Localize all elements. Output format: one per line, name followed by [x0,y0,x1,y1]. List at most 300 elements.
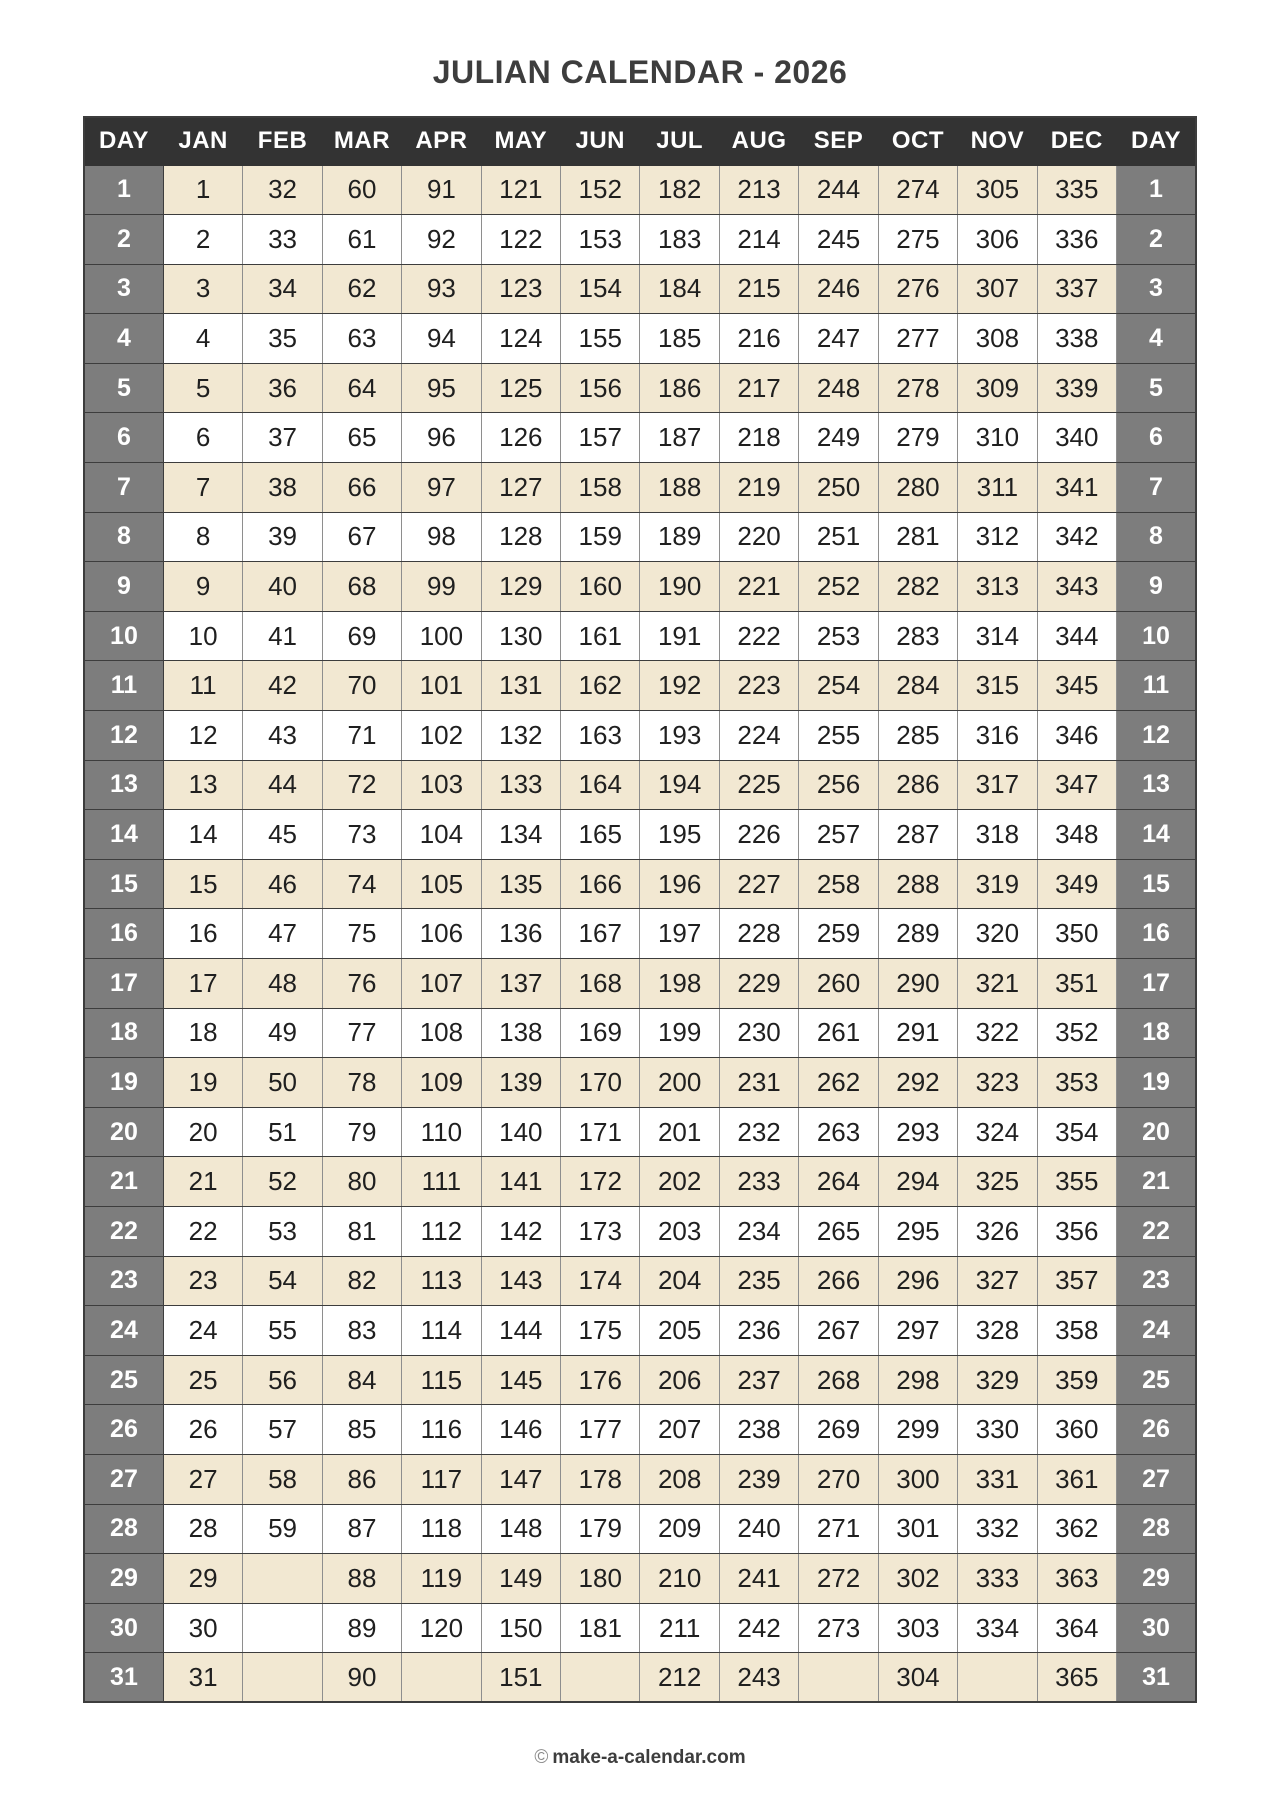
day-number-left: 5 [84,363,163,413]
julian-day-cell-oct-31: 304 [878,1653,957,1703]
calendar-row-16 [84,909,1196,959]
julian-day-cell-may-7: 127 [481,463,560,513]
julian-day-cell-oct-29: 302 [878,1554,957,1604]
julian-day-cell-apr-11: 101 [402,661,481,711]
julian-day-cell-jan-6: 6 [163,413,242,463]
julian-day-cell-mar-18: 77 [322,1008,401,1058]
julian-day-cell-mar-21: 80 [322,1157,401,1207]
day-number-left: 6 [84,413,163,463]
julian-day-cell-jul-26: 207 [640,1405,719,1455]
julian-day-cell-jun-25: 176 [561,1355,640,1405]
julian-day-cell-oct-8: 281 [878,512,957,562]
month-column-header-nov: NOV [958,117,1037,165]
day-number-right: 27 [1116,1454,1196,1504]
calendar-row-18 [84,1008,1196,1058]
julian-day-cell-sep-1: 244 [799,165,878,215]
calendar-row-2 [84,215,1196,265]
julian-day-cell-sep-22: 265 [799,1206,878,1256]
julian-day-cell-nov-31 [958,1653,1037,1703]
julian-day-cell-dec-14: 348 [1037,810,1116,860]
month-column-header-oct: OCT [878,117,957,165]
julian-day-cell-sep-20: 263 [799,1107,878,1157]
calendar-row-10 [84,611,1196,661]
julian-day-cell-jun-23: 174 [561,1256,640,1306]
julian-day-cell-apr-13: 103 [402,760,481,810]
julian-day-cell-feb-29 [243,1554,322,1604]
day-number-left: 15 [84,859,163,909]
julian-day-cell-dec-19: 353 [1037,1058,1116,1108]
julian-day-cell-nov-4: 308 [958,314,1037,364]
julian-day-cell-oct-10: 283 [878,611,957,661]
day-number-left: 14 [84,810,163,860]
julian-day-cell-jun-18: 169 [561,1008,640,1058]
julian-day-cell-mar-10: 69 [322,611,401,661]
day-number-right: 21 [1116,1157,1196,1207]
julian-day-cell-sep-2: 245 [799,215,878,265]
julian-day-cell-jun-17: 168 [561,959,640,1009]
julian-day-cell-dec-23: 357 [1037,1256,1116,1306]
julian-day-cell-nov-2: 306 [958,215,1037,265]
julian-day-cell-aug-5: 217 [719,363,798,413]
julian-day-cell-feb-5: 36 [243,363,322,413]
julian-day-cell-aug-3: 215 [719,264,798,314]
julian-day-cell-oct-6: 279 [878,413,957,463]
julian-day-cell-nov-24: 328 [958,1306,1037,1356]
julian-day-cell-sep-30: 273 [799,1603,878,1653]
julian-day-cell-sep-3: 246 [799,264,878,314]
julian-day-cell-aug-8: 220 [719,512,798,562]
julian-day-cell-jun-12: 163 [561,711,640,761]
julian-day-cell-jun-31 [561,1653,640,1703]
day-number-left: 12 [84,711,163,761]
day-number-right: 3 [1116,264,1196,314]
julian-day-cell-feb-30 [243,1603,322,1653]
julian-day-cell-may-20: 140 [481,1107,560,1157]
julian-day-cell-may-6: 126 [481,413,560,463]
julian-day-cell-aug-16: 228 [719,909,798,959]
julian-day-cell-may-17: 137 [481,959,560,1009]
julian-day-cell-dec-5: 339 [1037,363,1116,413]
day-number-right: 28 [1116,1504,1196,1554]
julian-day-cell-dec-29: 363 [1037,1554,1116,1604]
julian-day-cell-oct-5: 278 [878,363,957,413]
julian-day-cell-feb-6: 37 [243,413,322,463]
julian-day-cell-sep-19: 262 [799,1058,878,1108]
calendar-row-25 [84,1355,1196,1405]
julian-day-cell-jan-27: 27 [163,1454,242,1504]
page-title: JULIAN CALENDAR - 2026 [432,54,848,90]
julian-day-cell-mar-29: 88 [322,1554,401,1604]
julian-day-cell-jun-7: 158 [561,463,640,513]
julian-day-cell-apr-18: 108 [402,1008,481,1058]
day-number-left: 10 [84,611,163,661]
julian-day-cell-sep-5: 248 [799,363,878,413]
day-number-left: 16 [84,909,163,959]
julian-day-cell-dec-25: 359 [1037,1355,1116,1405]
day-number-right: 4 [1116,314,1196,364]
julian-day-cell-jun-16: 167 [561,909,640,959]
julian-day-cell-oct-7: 280 [878,463,957,513]
julian-day-cell-mar-25: 84 [322,1355,401,1405]
julian-day-cell-jul-31: 212 [640,1653,719,1703]
julian-day-cell-oct-14: 287 [878,810,957,860]
calendar-row-13 [84,760,1196,810]
julian-day-cell-mar-28: 87 [322,1504,401,1554]
julian-day-cell-apr-12: 102 [402,711,481,761]
julian-day-cell-dec-2: 336 [1037,215,1116,265]
calendar-row-6 [84,413,1196,463]
julian-day-cell-nov-22: 326 [958,1206,1037,1256]
julian-day-cell-mar-12: 71 [322,711,401,761]
julian-day-cell-jul-5: 186 [640,363,719,413]
julian-day-cell-jan-17: 17 [163,959,242,1009]
julian-day-cell-jun-1: 152 [561,165,640,215]
julian-day-cell-jan-19: 19 [163,1058,242,1108]
month-column-header-feb: FEB [243,117,322,165]
julian-day-cell-nov-23: 327 [958,1256,1037,1306]
julian-day-cell-nov-8: 312 [958,512,1037,562]
calendar-row-28 [84,1504,1196,1554]
julian-day-cell-sep-28: 271 [799,1504,878,1554]
julian-day-cell-jan-10: 10 [163,611,242,661]
calendar-row-15 [84,859,1196,909]
day-number-left: 9 [84,562,163,612]
julian-day-cell-mar-31: 90 [322,1653,401,1703]
julian-day-cell-apr-4: 94 [402,314,481,364]
julian-day-cell-may-26: 146 [481,1405,560,1455]
month-column-header-jul: JUL [640,117,719,165]
julian-day-cell-jan-24: 24 [163,1306,242,1356]
julian-day-cell-jan-8: 8 [163,512,242,562]
julian-day-cell-jan-25: 25 [163,1355,242,1405]
julian-day-cell-nov-17: 321 [958,959,1037,1009]
julian-day-cell-jun-21: 172 [561,1157,640,1207]
julian-day-cell-sep-10: 253 [799,611,878,661]
julian-day-cell-jul-10: 191 [640,611,719,661]
julian-day-cell-may-2: 122 [481,215,560,265]
julian-day-cell-jul-9: 190 [640,562,719,612]
julian-day-cell-nov-19: 323 [958,1058,1037,1108]
julian-day-cell-oct-15: 288 [878,859,957,909]
julian-day-cell-jun-14: 165 [561,810,640,860]
calendar-row-1 [84,165,1196,215]
julian-day-cell-mar-3: 62 [322,264,401,314]
day-number-right: 31 [1116,1653,1196,1703]
day-number-left: 11 [84,661,163,711]
julian-day-cell-dec-28: 362 [1037,1504,1116,1554]
day-number-right: 13 [1116,760,1196,810]
julian-day-cell-sep-16: 259 [799,909,878,959]
julian-day-cell-jul-27: 208 [640,1454,719,1504]
julian-day-cell-may-19: 139 [481,1058,560,1108]
julian-day-cell-jan-28: 28 [163,1504,242,1554]
julian-day-cell-feb-20: 51 [243,1107,322,1157]
table-header [84,117,1196,165]
julian-day-cell-feb-12: 43 [243,711,322,761]
julian-day-cell-feb-9: 40 [243,562,322,612]
julian-day-cell-may-11: 131 [481,661,560,711]
julian-day-cell-nov-3: 307 [958,264,1037,314]
julian-day-cell-oct-21: 294 [878,1157,957,1207]
calendar-row-21 [84,1157,1196,1207]
julian-day-cell-jul-23: 204 [640,1256,719,1306]
julian-day-cell-sep-4: 247 [799,314,878,364]
calendar-row-26 [84,1405,1196,1455]
julian-day-cell-sep-18: 261 [799,1008,878,1058]
julian-day-cell-jul-7: 188 [640,463,719,513]
julian-day-cell-may-18: 138 [481,1008,560,1058]
julian-day-cell-jul-11: 192 [640,661,719,711]
julian-day-cell-feb-2: 33 [243,215,322,265]
julian-day-cell-jun-22: 173 [561,1206,640,1256]
julian-day-cell-nov-7: 311 [958,463,1037,513]
julian-day-cell-jul-18: 199 [640,1008,719,1058]
calendar-row-9 [84,562,1196,612]
julian-day-cell-aug-30: 242 [719,1603,798,1653]
julian-day-cell-feb-19: 50 [243,1058,322,1108]
julian-day-cell-may-25: 145 [481,1355,560,1405]
day-number-left: 13 [84,760,163,810]
julian-day-cell-apr-31 [402,1653,481,1703]
julian-day-cell-jul-12: 193 [640,711,719,761]
julian-day-cell-mar-1: 60 [322,165,401,215]
julian-day-cell-dec-6: 340 [1037,413,1116,463]
julian-day-cell-jun-11: 162 [561,661,640,711]
julian-day-cell-mar-14: 73 [322,810,401,860]
julian-day-cell-jan-29: 29 [163,1554,242,1604]
julian-day-cell-mar-6: 65 [322,413,401,463]
julian-day-cell-mar-24: 83 [322,1306,401,1356]
julian-day-cell-may-23: 143 [481,1256,560,1306]
julian-day-cell-oct-2: 275 [878,215,957,265]
julian-day-cell-jan-15: 15 [163,859,242,909]
julian-day-cell-jul-28: 209 [640,1504,719,1554]
julian-day-cell-nov-21: 325 [958,1157,1037,1207]
julian-day-cell-feb-15: 46 [243,859,322,909]
julian-day-cell-apr-19: 109 [402,1058,481,1108]
day-number-left: 30 [84,1603,163,1653]
julian-day-cell-apr-22: 112 [402,1206,481,1256]
julian-day-cell-aug-25: 237 [719,1355,798,1405]
julian-day-cell-jun-24: 175 [561,1306,640,1356]
month-column-header-aug: AUG [719,117,798,165]
julian-day-cell-jun-26: 177 [561,1405,640,1455]
julian-day-cell-nov-16: 320 [958,909,1037,959]
calendar-row-30 [84,1603,1196,1653]
julian-day-cell-mar-27: 86 [322,1454,401,1504]
julian-day-cell-jun-13: 164 [561,760,640,810]
julian-day-cell-dec-30: 364 [1037,1603,1116,1653]
julian-day-cell-oct-25: 298 [878,1355,957,1405]
julian-day-cell-dec-15: 349 [1037,859,1116,909]
julian-day-cell-jan-7: 7 [163,463,242,513]
julian-day-cell-sep-15: 258 [799,859,878,909]
julian-day-cell-dec-11: 345 [1037,661,1116,711]
julian-day-cell-feb-13: 44 [243,760,322,810]
julian-day-cell-jul-4: 185 [640,314,719,364]
julian-day-cell-mar-13: 72 [322,760,401,810]
julian-day-cell-aug-14: 226 [719,810,798,860]
julian-day-cell-apr-3: 93 [402,264,481,314]
julian-day-cell-jun-20: 171 [561,1107,640,1157]
table-header-row [84,117,1196,165]
julian-day-cell-oct-19: 292 [878,1058,957,1108]
day-number-right: 26 [1116,1405,1196,1455]
julian-day-cell-feb-11: 42 [243,661,322,711]
day-number-right: 6 [1116,413,1196,463]
julian-day-cell-sep-27: 270 [799,1454,878,1504]
julian-day-cell-aug-7: 219 [719,463,798,513]
day-number-left: 8 [84,512,163,562]
day-number-left: 3 [84,264,163,314]
julian-day-cell-aug-12: 224 [719,711,798,761]
julian-day-cell-mar-23: 82 [322,1256,401,1306]
day-number-left: 4 [84,314,163,364]
calendar-row-8 [84,512,1196,562]
julian-day-cell-may-22: 142 [481,1206,560,1256]
month-column-header-apr: APR [402,117,481,165]
julian-day-cell-may-15: 135 [481,859,560,909]
julian-day-cell-feb-23: 54 [243,1256,322,1306]
julian-day-cell-mar-19: 78 [322,1058,401,1108]
julian-day-cell-apr-27: 117 [402,1454,481,1504]
julian-day-cell-jul-24: 205 [640,1306,719,1356]
julian-day-cell-mar-9: 68 [322,562,401,612]
julian-day-cell-may-29: 149 [481,1554,560,1604]
day-number-left: 25 [84,1355,163,1405]
julian-day-cell-dec-12: 346 [1037,711,1116,761]
julian-day-cell-may-30: 150 [481,1603,560,1653]
julian-day-cell-feb-1: 32 [243,165,322,215]
julian-day-cell-feb-16: 47 [243,909,322,959]
julian-day-cell-may-12: 132 [481,711,560,761]
julian-day-cell-dec-18: 352 [1037,1008,1116,1058]
julian-day-cell-aug-23: 235 [719,1256,798,1306]
calendar-row-11 [84,661,1196,711]
julian-day-cell-dec-8: 342 [1037,512,1116,562]
julian-day-cell-jan-4: 4 [163,314,242,364]
julian-day-cell-may-4: 124 [481,314,560,364]
day-number-left: 31 [84,1653,163,1703]
julian-day-cell-dec-3: 337 [1037,264,1116,314]
day-number-right: 29 [1116,1554,1196,1604]
day-number-right: 30 [1116,1603,1196,1653]
julian-day-cell-apr-1: 91 [402,165,481,215]
julian-day-cell-jan-11: 11 [163,661,242,711]
julian-day-cell-jul-19: 200 [640,1058,719,1108]
julian-day-cell-oct-20: 293 [878,1107,957,1157]
julian-day-cell-mar-11: 70 [322,661,401,711]
julian-day-cell-mar-17: 76 [322,959,401,1009]
calendar-row-3 [84,264,1196,314]
day-number-right: 18 [1116,1008,1196,1058]
julian-day-cell-dec-27: 361 [1037,1454,1116,1504]
julian-day-cell-dec-22: 356 [1037,1206,1116,1256]
julian-day-cell-jun-27: 178 [561,1454,640,1504]
julian-day-cell-feb-24: 55 [243,1306,322,1356]
julian-day-cell-jan-9: 9 [163,562,242,612]
julian-day-cell-mar-22: 81 [322,1206,401,1256]
day-number-left: 17 [84,959,163,1009]
julian-day-cell-aug-18: 230 [719,1008,798,1058]
julian-day-cell-apr-6: 96 [402,413,481,463]
day-number-left: 20 [84,1107,163,1157]
day-number-right: 14 [1116,810,1196,860]
julian-day-cell-jan-1: 1 [163,165,242,215]
julian-day-cell-dec-26: 360 [1037,1405,1116,1455]
julian-day-cell-mar-2: 61 [322,215,401,265]
julian-day-cell-feb-4: 35 [243,314,322,364]
month-column-header-dec: DEC [1037,117,1116,165]
month-column-header-may: MAY [481,117,560,165]
julian-day-cell-may-14: 134 [481,810,560,860]
julian-day-cell-dec-9: 343 [1037,562,1116,612]
day-number-left: 26 [84,1405,163,1455]
day-number-right: 7 [1116,463,1196,513]
julian-day-cell-jun-30: 181 [561,1603,640,1653]
julian-day-cell-feb-17: 48 [243,959,322,1009]
julian-day-cell-jan-21: 21 [163,1157,242,1207]
julian-day-cell-jul-8: 189 [640,512,719,562]
julian-day-cell-feb-8: 39 [243,512,322,562]
julian-day-cell-may-8: 128 [481,512,560,562]
julian-day-cell-jan-31: 31 [163,1653,242,1703]
julian-day-cell-oct-11: 284 [878,661,957,711]
julian-day-cell-jul-14: 195 [640,810,719,860]
julian-day-cell-oct-16: 289 [878,909,957,959]
julian-day-cell-jan-26: 26 [163,1405,242,1455]
day-number-left: 27 [84,1454,163,1504]
julian-day-cell-mar-15: 74 [322,859,401,909]
julian-day-cell-oct-24: 297 [878,1306,957,1356]
julian-day-cell-jun-4: 155 [561,314,640,364]
julian-day-cell-apr-10: 100 [402,611,481,661]
julian-day-cell-jan-3: 3 [163,264,242,314]
julian-day-cell-sep-25: 268 [799,1355,878,1405]
calendar-row-31 [84,1653,1196,1703]
julian-day-cell-mar-16: 75 [322,909,401,959]
day-number-right: 19 [1116,1058,1196,1108]
julian-day-cell-jun-15: 166 [561,859,640,909]
julian-day-cell-jun-5: 156 [561,363,640,413]
julian-day-cell-dec-4: 338 [1037,314,1116,364]
julian-day-cell-jan-30: 30 [163,1603,242,1653]
julian-day-cell-dec-7: 341 [1037,463,1116,513]
julian-day-cell-aug-22: 234 [719,1206,798,1256]
julian-day-cell-sep-14: 257 [799,810,878,860]
calendar-row-7 [84,463,1196,513]
julian-day-cell-may-31: 151 [481,1653,560,1703]
julian-day-cell-may-3: 123 [481,264,560,314]
julian-day-cell-feb-22: 53 [243,1206,322,1256]
julian-day-cell-may-13: 133 [481,760,560,810]
julian-day-cell-aug-21: 233 [719,1157,798,1207]
julian-day-cell-aug-15: 227 [719,859,798,909]
julian-day-cell-oct-28: 301 [878,1504,957,1554]
julian-day-cell-jun-6: 157 [561,413,640,463]
day-number-left: 23 [84,1256,163,1306]
day-number-left: 28 [84,1504,163,1554]
month-column-header-jun: JUN [561,117,640,165]
day-number-right: 1 [1116,165,1196,215]
julian-day-cell-feb-18: 49 [243,1008,322,1058]
julian-day-cell-jun-28: 179 [561,1504,640,1554]
julian-day-cell-jul-25: 206 [640,1355,719,1405]
julian-day-cell-oct-26: 299 [878,1405,957,1455]
julian-day-cell-sep-8: 251 [799,512,878,562]
copyright-icon: © [534,1747,549,1769]
day-column-header-left: DAY [84,117,163,165]
